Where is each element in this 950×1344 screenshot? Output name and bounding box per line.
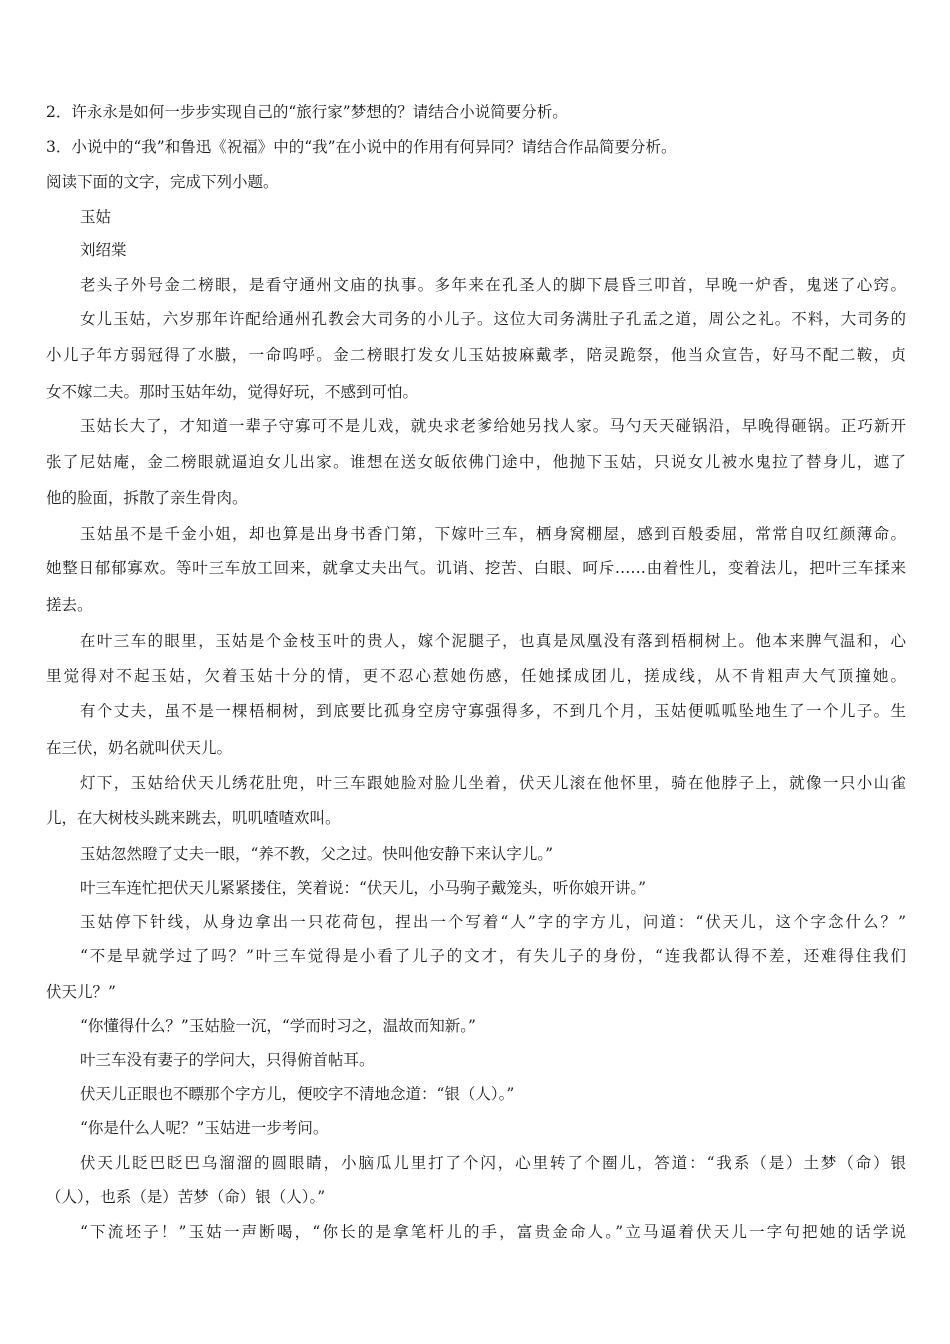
paragraph-line: “不是早就学过了吗？”叶三车觉得是小看了儿子的文才，有失儿子的身份，“连我都认得不差，还难得住我们 bbox=[80, 947, 906, 965]
paragraph-line: 在叶三车的眼里，玉姑是个金枝玉叶的贵人，嫁个泥腿子，也真是凤凰没有落到梧桐树上。他本来脾气温和，心 bbox=[80, 632, 906, 650]
paragraph-line: 伏天儿眨巴眨巴乌溜溜的圆眼睛，小脑瓜儿里打了个闪，心里转了个圈儿，答道：“我系（是）土梦（命）银 bbox=[80, 1154, 906, 1172]
paragraph-line: 伏天儿？” bbox=[46, 983, 116, 1001]
paragraph-line: 有个丈夫，虽不是一棵梧桐树，到底要比孤身空房守寡强得多，不到几个月，玉姑便呱呱坠地生了一个儿子。生 bbox=[80, 702, 906, 720]
paragraph-line: 张了尼姑庵，金二榜眼就逼迫女儿出家。谁想在送女皈依佛门途中，他抛下玉姑，只说女儿被水鬼拉了替身儿，遮了 bbox=[46, 453, 906, 471]
paragraph-line: 女儿玉姑，六岁那年许配给通州孔教会大司务的小儿子。这位大司务满肚子孔孟之道，周公之礼。不料，大司务的 bbox=[80, 310, 906, 328]
paragraph-line: 灯下，玉姑给伏天儿绣花肚兜，叶三车跟她脸对脸儿坐着，伏天儿滚在他怀里，骑在他脖子上，就像一只小山雀 bbox=[80, 774, 906, 792]
paragraph-line: 玉姑停下针线，从身边拿出一只花荷包，捏出一个写着“人”字的字方儿，问道：“伏天儿，这个字念什么？” bbox=[80, 913, 906, 931]
paragraph-line: 她整日郁郁寡欢。等叶三车放工回来，就拿丈夫出气。讥诮、挖苦、白眼、呵斥……由着性儿，变着法儿，把叶三车揉来 bbox=[46, 559, 906, 577]
paragraph-line: 女不嫁二夫。那时玉姑年幼，觉得好玩，不感到可怕。 bbox=[46, 383, 419, 401]
paragraph-line: 在三伏，奶名就叫伏天儿。 bbox=[46, 739, 233, 757]
paragraph-line: “下流坯子！”玉姑一声断喝，“你长的是拿笔杆儿的手，富贵金命人。”立马逼着伏天儿一字句把她的话学说 bbox=[80, 1223, 906, 1241]
paragraph-line: 儿，在大树枝头跳来跳去，叽叽喳喳欢叫。 bbox=[46, 809, 341, 827]
paragraph-line: 小儿子年方弱冠得了水臌，一命呜呼。金二榜眼打发女儿玉姑披麻戴孝，陪灵跪祭，他当众宣告，好马不配二鞍，贞 bbox=[46, 346, 906, 364]
paragraph-line: 伏天儿正眼也不瞟那个字方儿，便咬字不清地念道：“银（人）。” bbox=[80, 1085, 515, 1103]
paragraph-line: 玉姑忽然瞪了丈夫一眼，“养不教，父之过。快叫他安静下来认字儿。” bbox=[80, 845, 554, 863]
paragraph-line: （人），也系（是）苦梦（命）银（人）。” bbox=[46, 1188, 326, 1206]
question-3: 3．小说中的“我”和鲁迅《祝福》中的“我”在小说中的作用有何异同？请结合作品简要分析。 bbox=[46, 138, 677, 156]
paragraph-line: 里觉得对不起玉姑，欠着玉姑十分的情，更不忍心惹她伤感，任她揉成团儿，搓成线，从不肯粗声大气顶撞她。 bbox=[46, 667, 906, 685]
paragraph-line: 玉姑虽不是千金小姐，却也算是出身书香门第，下嫁叶三车，栖身窝棚屋，感到百般委屈，常常自叹红颜薄命。 bbox=[80, 525, 906, 543]
reading-instruction: 阅读下面的文字，完成下列小题。 bbox=[46, 173, 279, 191]
paragraph-line: 叶三车连忙把伏天儿紧紧搂住，笑着说：“伏天儿，小马驹子戴笼头，听你娘开讲。” bbox=[80, 879, 647, 897]
paragraph-line: 他的脸面，拆散了亲生骨肉。 bbox=[46, 489, 248, 507]
story-title: 玉姑 bbox=[80, 208, 112, 226]
paragraph-line: 玉姑长大了，才知道一辈子守寡可不是儿戏，就央求老爹给她另找人家。马勺天天碰锅沿，早晚得砸锅。正巧新开 bbox=[80, 417, 906, 435]
paragraph-line: “你是什么人呢？”玉姑进一步考问。 bbox=[80, 1119, 329, 1137]
question-2: 2．许永永是如何一步步实现自己的“旅行家”梦想的？请结合小说简要分析。 bbox=[46, 103, 568, 121]
paragraph-line: 老头子外号金二榜眼，是看守通州文庙的执事。多年来在孔圣人的脚下晨昏三叩首，早晚一炉香，鬼迷了心窍。 bbox=[80, 276, 906, 294]
paragraph-line: “你懂得什么？”玉姑脸一沉，“学而时习之，温故而知新。” bbox=[80, 1017, 476, 1035]
paragraph-line: 叶三车没有妻子的学问大，只得俯首帖耳。 bbox=[80, 1051, 375, 1069]
story-author: 刘绍棠 bbox=[80, 241, 127, 259]
paragraph-line: 搓去。 bbox=[46, 596, 93, 614]
